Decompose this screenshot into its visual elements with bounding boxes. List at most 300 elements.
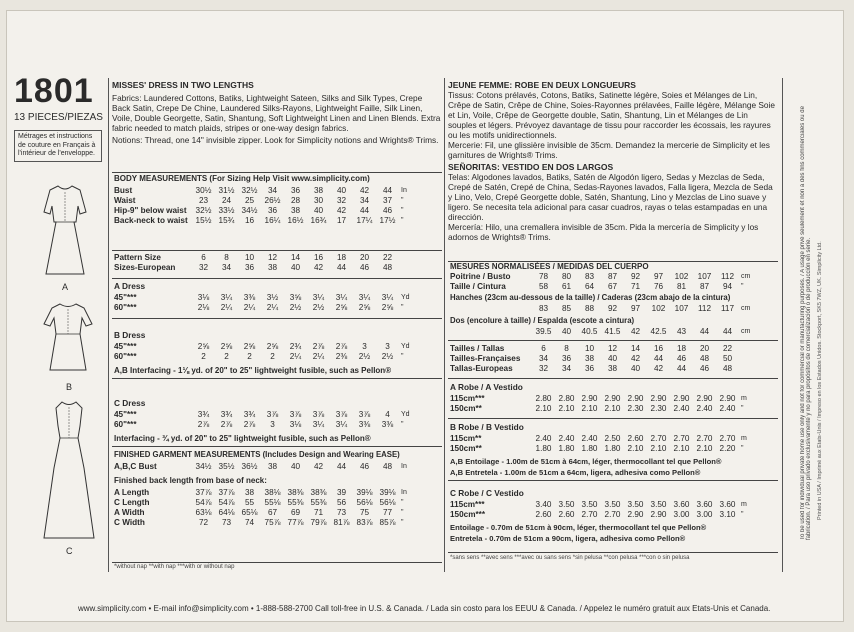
unit-cell: Yd [401, 343, 410, 350]
table-cell: 85⅞ [379, 518, 396, 527]
divider [448, 552, 778, 553]
table-row [448, 444, 749, 454]
table-cell: 1.80 [535, 444, 552, 453]
table-cell: 44 [699, 327, 710, 336]
row-label: C Length [114, 498, 150, 507]
table-cell: 39⅛ [379, 488, 396, 497]
unit-cell: m [741, 435, 747, 442]
table-cell: 3⅞ [289, 410, 302, 419]
english-fabrics: Fabrics: Laundered Cottons, Batiks, Lightweight Sateen, Silks and Silk Types, Crepe Back Satin, Crepe De Chine, Laundered Silks-Rayons, Lightweight Faille, Silk Linen, Voile, Double Georgette, Satin, Shantung, Soft Lightweight Linen and Linen Blends. Extra fabric needed to match plaids, stripes or one-way design fabrics. [112, 93, 441, 133]
row-label: 150cm** [450, 444, 482, 453]
table-cell: 2⅝ [335, 303, 348, 312]
table-cell: 69 [290, 508, 301, 517]
table-cell: 3.50 [604, 500, 621, 509]
table-cell: 55⅛ [264, 498, 281, 507]
table-cell: 38 [584, 354, 595, 363]
table-cell: 15¾ [218, 216, 235, 225]
table-cell: 10 [584, 344, 595, 353]
table-row [112, 216, 409, 226]
divider [448, 480, 778, 481]
table-cell: 12 [267, 253, 278, 262]
unit-cell: " [401, 519, 404, 526]
french-spanish-column [448, 80, 778, 242]
unit-cell: " [401, 207, 404, 214]
table-cell: 48 [699, 354, 710, 363]
c-entoilage: Entoilage - 0.70m de 51cm à 90cm, léger, thermocollant tel que Pellon® [450, 523, 707, 532]
dress-c-title: C Dress [114, 398, 146, 408]
table-cell: 73 [336, 508, 347, 517]
table-cell: 2⅞ [243, 420, 256, 429]
english-footnote: *without nap **with nap ***with or without nap [114, 564, 235, 570]
french-footnote: *sans sens **avec sens ***avec ou sans sens *sin pelusa **con pelusa ***con o sin pelusa [450, 555, 690, 561]
table-cell: 17¼ [356, 216, 373, 225]
divider [112, 562, 442, 563]
table-cell: 26½ [264, 196, 281, 205]
table-cell: 83 [538, 304, 549, 313]
robe-b-title: B Robe / B Vestido [450, 422, 524, 432]
table-cell: 38⅛ [264, 488, 281, 497]
table-cell: 34 [538, 354, 549, 363]
table-row [448, 394, 749, 404]
table-cell: 48 [722, 364, 733, 373]
divider [112, 250, 442, 251]
row-label: 115cm*** [450, 500, 485, 509]
table-cell: 2.70 [650, 434, 667, 443]
divider [448, 378, 778, 379]
finished-bust-table [112, 462, 409, 472]
table-cell: 2.90 [604, 394, 621, 403]
table-cell: 6 [201, 253, 206, 262]
table-cell: 107 [697, 272, 712, 281]
table-cell: 3.50 [581, 500, 598, 509]
table-cell: 3.10 [719, 510, 736, 519]
table-cell: 40.5 [581, 327, 598, 336]
table-cell: 32½ [241, 186, 258, 195]
table-cell: 2.30 [650, 404, 667, 413]
contact-footer: www.simplicity.com • E-mail info@simplicity.com • 1-888-588-2700 Call toll-free in U.S. & Canada. / Lada sin costo para los EEUU & Canada. / Appelez le numéro gratuit aux Etats-Unis et Canada. [78, 604, 771, 613]
table-cell: 2¼ [266, 303, 279, 312]
table-cell: 2.90 [581, 394, 598, 403]
table-cell: 32 [336, 196, 347, 205]
table-cell: 32 [538, 364, 549, 373]
view-c-back-figure [38, 398, 100, 542]
table-cell: 20 [359, 253, 370, 262]
table-row [112, 462, 409, 472]
pieces-count: 13 PIECES/PIEZAS [14, 112, 103, 123]
table-cell: 76 [653, 282, 664, 291]
table-cell: 2.70 [719, 434, 736, 443]
table-cell: 3.60 [696, 500, 713, 509]
english-size-table [112, 253, 399, 273]
table-cell: 2⅞ [335, 342, 348, 351]
table-cell: 44 [722, 327, 733, 336]
table-cell: 46 [359, 263, 370, 272]
table-cell: 32 [198, 263, 209, 272]
spanish-merceria: Mercería: Hilo, una cremallera invisible de 35cm. Pida la mercería de Simplicity y los adornos de Wrights® Trims. [448, 222, 759, 242]
table-cell: 38⅜ [310, 488, 327, 497]
row-label: Tailles / Tallas [450, 344, 505, 353]
table-cell: 3¼ [358, 293, 371, 302]
table-cell: 67 [267, 508, 278, 517]
table-cell: 2⅝ [381, 303, 394, 312]
row-label: Pattern Size [114, 253, 161, 262]
table-cell: 2.10 [650, 444, 667, 453]
table-cell: 39⅛ [356, 488, 373, 497]
table-cell: 16 [313, 253, 324, 262]
table-cell: 3.00 [673, 510, 690, 519]
table-cell: 38 [244, 488, 255, 497]
row-label: 115cm** [450, 434, 482, 443]
spanish-telas: Telas: Algodones lavados, Batiks, Satén de Algodón ligero, Sedas y Mezclas de Seda, Crepé de Satén, Crepé de China, Sedas-Rayones lavados, Falla ligera, Mezcla de Seda y Lino, Velo, Crepé Georgette doble, Satén, Shantung, Lino y Mezclas de Lino suave y ligero. Se necesita tela adicional para casar cuadros, rayas o telas estampadas en una dirección. [448, 172, 773, 222]
unit-cell: cm [741, 273, 751, 280]
unit-cell: " [741, 405, 744, 412]
table-cell: 34 [359, 196, 370, 205]
table-cell: 3 [362, 342, 367, 351]
table-cell: 40 [630, 364, 641, 373]
table-cell: 2.90 [696, 394, 713, 403]
table-cell: 2¼ [289, 352, 302, 361]
robe-a-table [448, 394, 749, 414]
c-entretela: Entretela - 0.70m de 51cm a 90cm, ligera, adhesiva como Pellon® [450, 534, 686, 543]
table-cell: 42 [313, 263, 324, 272]
table-cell: 33½ [218, 206, 235, 215]
row-label: Hip-9" below waist [114, 206, 187, 215]
table-cell: 77 [382, 508, 393, 517]
hanches-table [448, 304, 752, 314]
table-cell: 2.20 [719, 444, 736, 453]
column-divider-left [108, 78, 109, 572]
table-cell: 2½ [289, 303, 302, 312]
row-label: 45"*** [114, 342, 137, 351]
table-cell: 87 [607, 272, 618, 281]
table-cell: 36 [561, 354, 572, 363]
table-cell: 46 [676, 354, 687, 363]
table-cell: 16¼ [264, 216, 281, 225]
table-cell: 2.50 [604, 434, 621, 443]
table-cell: 3.60 [673, 500, 690, 509]
finished-measurements-header: FINISHED GARMENT MEASUREMENTS (Includes Design and Wearing EASE) [114, 450, 400, 459]
table-cell: 36 [244, 263, 255, 272]
table-cell: 1.80 [581, 444, 598, 453]
unit-cell: Yd [401, 294, 410, 301]
table-cell: 81 [676, 282, 687, 291]
table-cell: 92 [607, 304, 618, 313]
unit-cell: " [741, 511, 744, 518]
table-cell: 2.90 [650, 510, 667, 519]
table-cell: 74 [244, 518, 255, 527]
table-cell: 40 [336, 186, 347, 195]
table-cell: 2⅝ [243, 342, 256, 351]
table-cell: 3¼ [312, 420, 325, 429]
table-cell: 2½ [381, 352, 394, 361]
table-cell: 2.70 [604, 510, 621, 519]
unit-cell: " [401, 421, 404, 428]
table-cell: 2½ [312, 303, 325, 312]
table-cell: 64⅛ [218, 508, 235, 517]
table-cell: 3.40 [535, 500, 552, 509]
table-cell: 64 [584, 282, 595, 291]
table-cell: 18 [676, 344, 687, 353]
table-cell: 23 [198, 196, 209, 205]
table-cell: 38 [313, 186, 324, 195]
table-cell: 3⅜ [381, 420, 394, 429]
table-cell: 36½ [241, 462, 258, 471]
table-row [112, 196, 409, 206]
table-cell: 8 [224, 253, 229, 262]
table-row [112, 293, 412, 303]
english-body-table [112, 186, 409, 226]
table-cell: 46 [382, 206, 393, 215]
english-notions: Notions: Thread, one 14" invisible zipper. Look for Simplicity notions and Wrights® Trims. [112, 135, 439, 145]
row-label: 60"*** [114, 420, 137, 429]
table-cell: 97 [630, 304, 641, 313]
table-cell: 4 [385, 410, 390, 419]
table-cell: 2.10 [558, 404, 575, 413]
table-row [112, 206, 409, 216]
finished-length-table [112, 488, 409, 528]
row-label: A Length [114, 488, 150, 497]
table-cell: 77⅞ [287, 518, 304, 527]
column-divider-middle [444, 78, 445, 572]
row-label: 45"*** [114, 293, 137, 302]
french-title: JEUNE FEMME: ROBE EN DEUX LONGUEURS [448, 80, 636, 90]
table-cell: 3¼ [335, 420, 348, 429]
table-cell: 50 [722, 354, 733, 363]
table-cell: 2.60 [558, 510, 575, 519]
table-cell: 3⅜ [243, 293, 256, 302]
table-cell: 43 [676, 327, 687, 336]
table-cell: 2.10 [627, 444, 644, 453]
row-label: 60"*** [114, 303, 137, 312]
table-cell: 2 [270, 352, 275, 361]
table-row [448, 434, 749, 444]
unit-cell: Yd [401, 411, 410, 418]
english-title: MISSES' DRESS IN TWO LENGTHS [112, 80, 254, 90]
table-cell: 55⅜ [310, 498, 327, 507]
table-cell: 58 [538, 282, 549, 291]
table-cell: 3⅞ [358, 410, 371, 419]
table-cell: 117 [720, 304, 735, 313]
robe-a-title: A Robe / A Vestido [450, 382, 523, 392]
divider [112, 446, 442, 447]
unit-cell: " [401, 197, 404, 204]
table-cell: 34½ [195, 462, 212, 471]
table-cell: 2.90 [719, 394, 736, 403]
row-label [448, 304, 532, 314]
table-cell: 1.80 [558, 444, 575, 453]
table-cell: 42 [336, 206, 347, 215]
table-cell: 34½ [241, 206, 258, 215]
table-cell: 2¼ [220, 303, 233, 312]
row-label: Tallas-Europeas [450, 364, 513, 373]
table-cell: 17½ [379, 216, 396, 225]
row-label: Waist [114, 196, 136, 205]
table-cell: 40 [607, 354, 618, 363]
table-cell: 18 [336, 253, 347, 262]
table-row [448, 510, 749, 520]
dos-table [448, 327, 752, 337]
table-cell: 40 [561, 327, 572, 336]
row-label: 45"*** [114, 410, 137, 419]
table-cell: 3⅞ [266, 410, 279, 419]
table-cell: 39.5 [535, 327, 552, 336]
row-label: Poitrine / Busto [450, 272, 511, 281]
row-label: 150cm*** [450, 510, 486, 519]
unit-cell: " [401, 217, 404, 224]
table-cell: 3⅛ [289, 420, 302, 429]
table-cell: 3.50 [650, 500, 667, 509]
table-cell: 102 [651, 304, 666, 313]
table-cell: 55⅜ [287, 498, 304, 507]
row-label [448, 327, 532, 337]
unit-cell: " [401, 499, 404, 506]
table-cell: 83⅞ [356, 518, 373, 527]
table-cell: 38 [267, 263, 278, 272]
table-cell: 2.10 [673, 444, 690, 453]
table-cell: 2¼ [243, 303, 256, 312]
table-cell: 2.90 [627, 394, 644, 403]
table-row [112, 508, 409, 518]
table-cell: 3 [385, 342, 390, 351]
table-cell: 16¾ [310, 216, 327, 225]
table-cell: 75 [359, 508, 370, 517]
divider [448, 340, 778, 341]
table-cell: 8 [564, 344, 569, 353]
table-cell: 2¾ [289, 342, 302, 351]
table-cell: 44 [676, 364, 687, 373]
table-cell: 3¼ [312, 293, 325, 302]
table-cell: 71 [313, 508, 324, 517]
table-cell: 2½ [358, 352, 371, 361]
unit-cell: " [401, 509, 404, 516]
table-cell: 72 [198, 518, 209, 527]
table-cell: 2⅞ [312, 342, 325, 351]
table-row [448, 272, 752, 282]
body-measurements-header: BODY MEASUREMENTS (For Sizing Help Visit www.simplicity.com) [114, 174, 370, 183]
hanches-label: Hanches (23cm au-dessous de la taille) / Caderas (23cm abajo de la cintura) [450, 293, 731, 302]
table-cell: 44 [336, 263, 347, 272]
table-row [448, 354, 739, 364]
unit-cell: cm [741, 328, 751, 335]
dos-label: Dos (encolure à taille) / Espalda (escote a cintura) [450, 316, 635, 325]
table-cell: 2.40 [558, 434, 575, 443]
ab-interfacing: A,B Interfacing - 1⅛ yd. of 20" to 25" lightweight fusible, such as Pellon® [114, 366, 392, 375]
table-cell: 56 [336, 498, 347, 507]
table-cell: 44 [382, 186, 393, 195]
table-cell: 16 [244, 216, 255, 225]
table-cell: 55 [244, 498, 255, 507]
table-cell: 10 [244, 253, 255, 262]
table-cell: 44 [653, 354, 664, 363]
table-cell: 22 [722, 344, 733, 353]
table-cell: 2.80 [535, 394, 552, 403]
table-cell: 63⅛ [195, 508, 212, 517]
table-cell: 73 [221, 518, 232, 527]
view-a-back-figure [34, 182, 96, 278]
table-cell: 79⅞ [310, 518, 327, 527]
row-label: 60"*** [114, 352, 137, 361]
french-note-box: Métrages et instructions de couture en Français à l'intérieur de l'enveloppe. [14, 130, 102, 162]
table-cell: 14 [290, 253, 301, 262]
table-cell: 2.10 [535, 404, 552, 413]
table-cell: 46 [699, 364, 710, 373]
table-cell: 2.70 [581, 510, 598, 519]
table-cell: 24 [221, 196, 232, 205]
table-cell: 36 [267, 206, 278, 215]
table-cell: 3¾ [197, 410, 210, 419]
ab-entretela: A,B Entretela - 1.00m de 51cm a 64cm, ligera, adhesiva como Pellon® [450, 468, 701, 477]
unit-cell: In [401, 489, 407, 496]
table-cell: 2⅛ [197, 303, 210, 312]
table-cell: 38⅜ [287, 488, 304, 497]
row-label: 115cm*** [450, 394, 485, 403]
table-cell: 112 [720, 272, 735, 281]
table-cell: 2.70 [673, 434, 690, 443]
table-cell: 2.40 [581, 434, 598, 443]
table-cell: 15½ [195, 216, 212, 225]
dress-b-title: B Dress [114, 330, 146, 340]
legal-notice: To be used for individual private home use only and not for commercial or manufacturing purposes. / A usage privé seulement et non à des fins commerciales ou de fabrication. / Para uso privado exclusivamente y no para propósitos de comercialización o de producción en serie. [800, 106, 812, 540]
dress-a-title: A Dress [114, 281, 146, 291]
table-cell: 31½ [218, 186, 235, 195]
table-cell: 2.80 [558, 394, 575, 403]
table-cell: 83 [584, 272, 595, 281]
table-cell: 37⅞ [195, 488, 212, 497]
table-cell: 36 [584, 364, 595, 373]
unit-cell: " [401, 353, 404, 360]
view-label-c: C [66, 546, 73, 556]
ab-entoilage: A,B Entoilage - 1.00m de 51cm à 64cm, léger, thermocollant tel que Pellon® [450, 457, 722, 466]
table-cell: 3.00 [696, 510, 713, 519]
table-cell: 2.90 [673, 394, 690, 403]
table-cell: 16 [653, 344, 664, 353]
table-cell: 2 [201, 352, 206, 361]
table-row [448, 327, 752, 337]
spanish-title: SEÑORITAS: VESTIDO EN DOS LARGOS [448, 162, 614, 172]
finished-length-note: Finished back length from base of neck: [114, 476, 267, 485]
table-cell: 87 [699, 282, 710, 291]
row-label: 150cm** [450, 404, 482, 413]
table-cell: 32½ [195, 206, 212, 215]
table-row [112, 352, 412, 362]
table-row [448, 364, 739, 374]
table-cell: 25 [244, 196, 255, 205]
unit-cell: In [401, 187, 407, 194]
unit-cell: In [401, 463, 407, 470]
table-cell: 3¾ [220, 410, 233, 419]
row-label: C Width [114, 518, 145, 527]
table-cell: 3½ [266, 293, 279, 302]
table-cell: 3¾ [243, 410, 256, 419]
table-row [112, 186, 409, 196]
row-label: Back-neck to waist [114, 216, 188, 225]
table-cell: 2.10 [696, 444, 713, 453]
table-cell: 81⅞ [333, 518, 350, 527]
table-cell: 2.40 [719, 404, 736, 413]
table-cell: 85 [561, 304, 572, 313]
table-cell: 30 [313, 196, 324, 205]
table-cell: 56⅛ [379, 498, 396, 507]
dress-b-table [112, 342, 412, 362]
table-cell: 40 [290, 462, 301, 471]
unit-cell: " [741, 445, 744, 452]
table-cell: 92 [630, 272, 641, 281]
table-cell: 34 [561, 364, 572, 373]
table-cell: 37⅞ [218, 488, 235, 497]
table-cell: 3⅞ [312, 410, 325, 419]
table-row [112, 488, 409, 498]
c-interfacing: Interfacing - ¾ yd. of 20" to 25" lightweight fusible, such as Pellon® [114, 434, 371, 443]
